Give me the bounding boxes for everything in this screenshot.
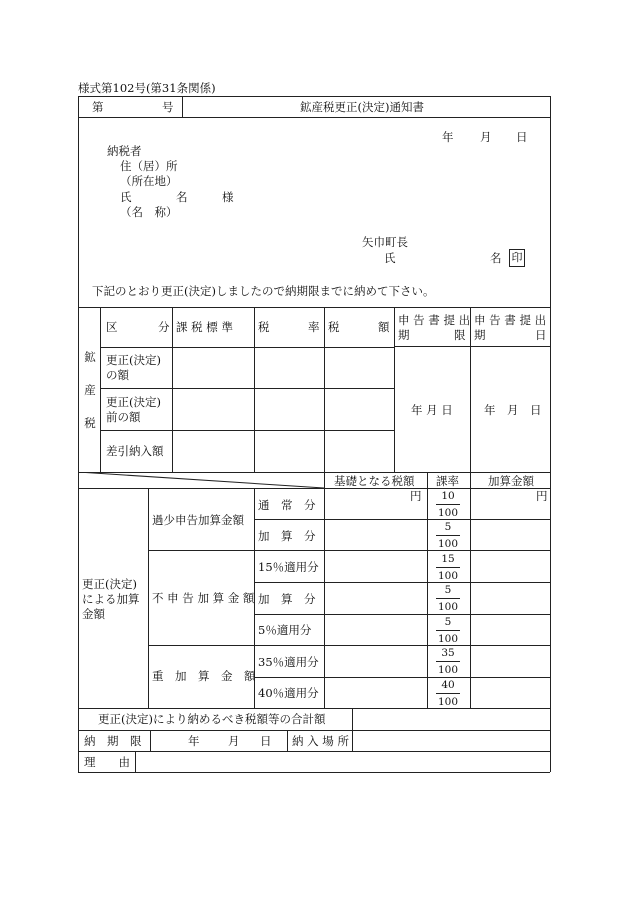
fraction-bar bbox=[436, 567, 460, 568]
corp-name-label: （名 称） bbox=[120, 205, 178, 219]
sub-add-1: 加 算 分 bbox=[258, 529, 316, 543]
row-before-1: 更正(決定) bbox=[106, 395, 161, 409]
frame-line bbox=[78, 708, 550, 709]
taxpayer-label: 納税者 bbox=[107, 144, 142, 158]
side-3: 金額 bbox=[82, 607, 105, 621]
frame-line bbox=[254, 614, 550, 615]
sub-add-2: 加 算 分 bbox=[258, 592, 316, 606]
seal-mark: 印 bbox=[509, 249, 525, 267]
frame-line bbox=[78, 488, 148, 489]
frame-line bbox=[100, 347, 394, 348]
side-1: 更正(決定) bbox=[82, 577, 137, 591]
surname-label: 氏 bbox=[120, 190, 132, 204]
frame-line bbox=[150, 730, 151, 751]
frame-line bbox=[352, 730, 353, 751]
frame-line bbox=[78, 96, 550, 97]
nonfiling-label: 不 申 告 加 算 金 額 bbox=[152, 591, 255, 605]
issuer-surname: 氏 bbox=[384, 251, 396, 265]
date-day: 日 bbox=[516, 130, 528, 144]
frame-line bbox=[148, 550, 550, 551]
sub-15: 15％適用分 bbox=[258, 560, 319, 574]
fraction-bar bbox=[436, 630, 460, 631]
sub-normal: 通 常 分 bbox=[258, 498, 316, 512]
col-amount-2: 額 bbox=[378, 320, 390, 334]
rate-numerator: 10 bbox=[441, 490, 455, 502]
side-2: による加算 bbox=[82, 592, 140, 606]
issuer-name: 名 bbox=[490, 251, 502, 265]
rate-numerator: 15 bbox=[441, 553, 455, 565]
col-due-2b: 限 bbox=[454, 328, 466, 342]
col-rate-2: 率 bbox=[308, 320, 320, 334]
frame-line bbox=[148, 488, 324, 489]
side-label-1: 鉱 bbox=[84, 350, 96, 364]
fraction-bar bbox=[436, 598, 460, 599]
place-label: 納 入 場 所 bbox=[292, 734, 349, 748]
rate-fraction bbox=[436, 553, 460, 582]
location-label: （所在地） bbox=[120, 174, 178, 188]
date-month: 月 bbox=[480, 130, 492, 144]
frame-line bbox=[100, 307, 101, 472]
rate-denominator: 100 bbox=[437, 507, 459, 519]
frame-line bbox=[324, 488, 550, 489]
rate-fraction bbox=[436, 490, 460, 519]
frame-line bbox=[254, 519, 550, 520]
fraction-bar bbox=[436, 661, 460, 662]
col-amount-1: 税 bbox=[328, 320, 340, 334]
name-label: 名 bbox=[176, 190, 188, 204]
frame-line bbox=[287, 730, 288, 751]
frame-line bbox=[78, 307, 550, 308]
col-filed-2b: 日 bbox=[535, 328, 547, 342]
address-label: 住（居）所 bbox=[120, 159, 178, 173]
frame-line bbox=[100, 388, 394, 389]
col-kubun-1: 区 bbox=[106, 320, 118, 334]
row-after-2: の額 bbox=[106, 368, 129, 382]
frame-line bbox=[148, 488, 149, 708]
number-label-2: 号 bbox=[162, 100, 174, 114]
date-year: 年 bbox=[442, 130, 454, 144]
frame-line bbox=[394, 307, 395, 472]
rate-fraction bbox=[436, 679, 460, 708]
rate-numerator: 35 bbox=[441, 647, 455, 659]
frame-line bbox=[254, 307, 255, 472]
mayor-label: 矢巾町長 bbox=[362, 235, 408, 249]
form-id: 様式第102号(第31条関係) bbox=[78, 81, 216, 95]
col-filed-1: 申 告 書 提 出 bbox=[474, 313, 547, 327]
rate-fraction bbox=[436, 584, 460, 613]
rate-fraction bbox=[436, 521, 460, 550]
frame-line bbox=[470, 472, 471, 708]
frame-line bbox=[172, 307, 173, 472]
row-before-2: 前の額 bbox=[106, 410, 141, 424]
col-due-1: 申 告 書 提 出 bbox=[398, 313, 471, 327]
row-after-1: 更正(決定) bbox=[106, 353, 161, 367]
rate-denominator: 100 bbox=[437, 601, 459, 613]
frame-line bbox=[135, 751, 136, 772]
frame-line bbox=[78, 730, 550, 731]
rate-denominator: 100 bbox=[437, 538, 459, 550]
due-year: 年 bbox=[188, 734, 200, 748]
hdr-rate: 課率 bbox=[436, 474, 459, 488]
rate-fraction bbox=[436, 647, 460, 676]
frame-line bbox=[78, 751, 550, 752]
heavy-label: 重 加 算 金 額 bbox=[152, 669, 256, 683]
frame-line bbox=[324, 472, 325, 708]
col-base: 課 税 標 準 bbox=[176, 320, 233, 334]
rate-fraction bbox=[436, 616, 460, 645]
frame-line bbox=[182, 96, 183, 117]
frame-line bbox=[254, 582, 550, 583]
due-day: 日 bbox=[260, 734, 272, 748]
due-month: 月 bbox=[228, 734, 240, 748]
col-rate-1: 税 bbox=[258, 320, 270, 334]
frame-line bbox=[100, 430, 394, 431]
diagonal-line bbox=[78, 472, 324, 488]
frame-right bbox=[550, 96, 551, 772]
side-label-2: 産 bbox=[84, 383, 96, 397]
rate-denominator: 100 bbox=[437, 570, 459, 582]
rate-numerator: 5 bbox=[444, 616, 452, 628]
frame-bottom bbox=[78, 772, 550, 773]
frame-line bbox=[470, 307, 471, 472]
col-kubun-2: 分 bbox=[158, 320, 170, 334]
rate-denominator: 100 bbox=[437, 696, 459, 708]
yen-1: 円 bbox=[410, 489, 422, 503]
frame-line bbox=[148, 645, 550, 646]
due-label: 納 期 限 bbox=[84, 734, 142, 748]
notice-text: 下記のとおり更正(決定)しましたので納期限までに納めて下さい。 bbox=[92, 284, 435, 298]
frame-line bbox=[394, 346, 550, 347]
fraction-bar bbox=[436, 504, 460, 505]
rate-numerator: 5 bbox=[444, 584, 452, 596]
frame-line bbox=[352, 708, 353, 730]
date-due: 年 月 日 bbox=[411, 403, 453, 417]
date-filed: 年 月 日 bbox=[484, 403, 542, 417]
sama-label: 様 bbox=[222, 190, 234, 204]
row-diff: 差引納入額 bbox=[106, 444, 164, 458]
col-due-2a: 期 bbox=[398, 328, 410, 342]
hdr-amount: 加算金額 bbox=[488, 474, 534, 488]
number-label-1: 第 bbox=[92, 100, 104, 114]
rate-denominator: 100 bbox=[437, 633, 459, 645]
total-label: 更正(決定)により納めるべき税額等の合計額 bbox=[98, 712, 326, 726]
document-title: 鉱産税更正(決定)通知書 bbox=[300, 100, 424, 114]
rate-denominator: 100 bbox=[437, 664, 459, 676]
reason-label: 理 由 bbox=[84, 755, 130, 769]
hdr-base: 基礎となる税額 bbox=[334, 474, 415, 488]
side-label-3: 税 bbox=[84, 416, 96, 430]
yen-2: 円 bbox=[536, 489, 548, 503]
sub-40: 40％適用分 bbox=[258, 686, 319, 700]
rate-numerator: 5 bbox=[444, 521, 452, 533]
frame-line bbox=[78, 117, 550, 118]
sub-35: 35％適用分 bbox=[258, 655, 319, 669]
col-filed-2a: 期 bbox=[474, 328, 486, 342]
frame-left bbox=[78, 96, 79, 772]
under-label: 過少申告加算金額 bbox=[152, 513, 244, 527]
rate-numerator: 40 bbox=[441, 679, 455, 691]
frame-line bbox=[254, 677, 550, 678]
frame-line bbox=[324, 307, 325, 472]
frame-line bbox=[427, 472, 428, 708]
sub-5: 5％適用分 bbox=[258, 623, 312, 637]
fraction-bar bbox=[436, 535, 460, 536]
fraction-bar bbox=[436, 693, 460, 694]
